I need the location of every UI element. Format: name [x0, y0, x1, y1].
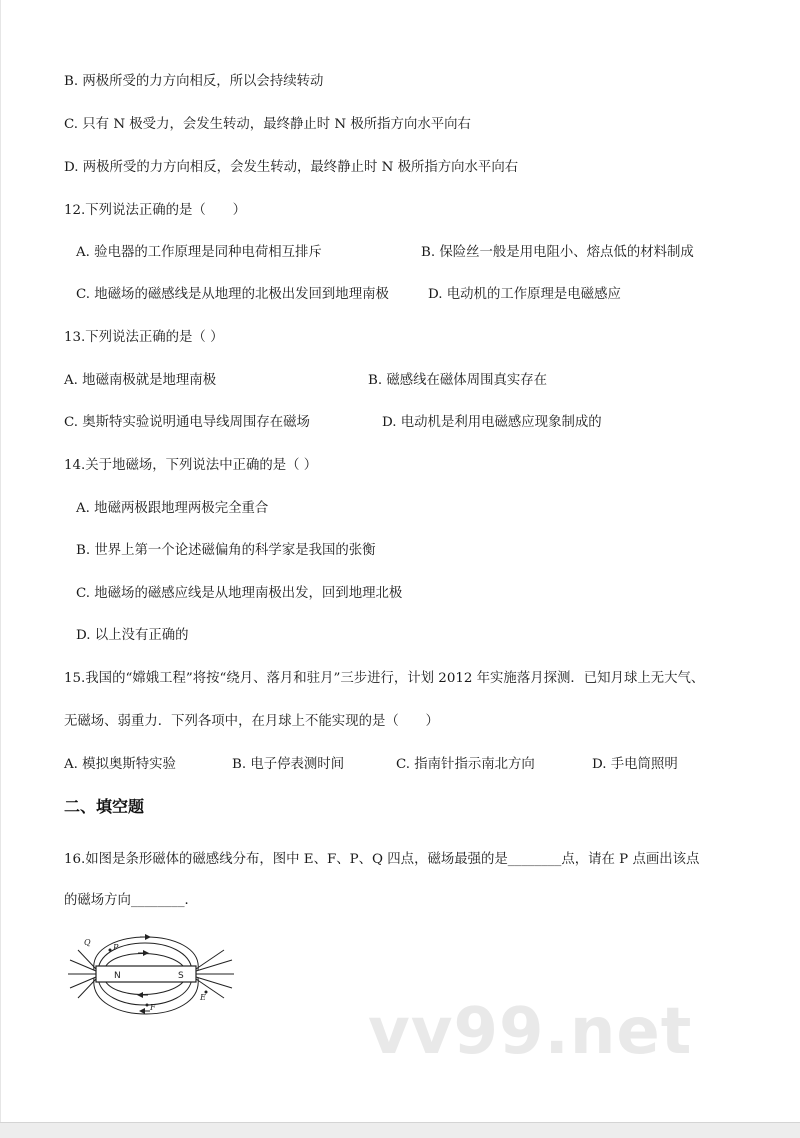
point-f-dot — [146, 1004, 149, 1007]
q14-stem: 14.关于地磁场，下列说法中正确的是（ ） — [64, 458, 318, 473]
q13-option-a: A. 地磁南极就是地理南极 — [64, 373, 217, 388]
section-heading-fill-blank: 二、填空题 — [64, 797, 145, 816]
q14-option-c: C. 地磁场的磁感应线是从地理南极出发，回到地理北极 — [76, 586, 403, 601]
q14-option-a: A. 地磁两极跟地理两极完全重合 — [76, 501, 269, 516]
q15-option-a: A. 模拟奥斯特实验 — [64, 757, 176, 772]
point-q-label: Q — [84, 938, 91, 947]
field-line-left-up2 — [78, 950, 96, 969]
q16-stem-line1: 16.如图是条形磁体的磁感线分布，图中 E、F、P、Q 四点，磁场最强的是________点，请在 P 点画出该点 — [64, 852, 700, 867]
pole-n-label: N — [114, 971, 121, 981]
q12-option-a: A. 验电器的工作原理是同种电荷相互排斥 — [76, 245, 322, 260]
q16-stem-line2: 的磁场方向________． — [64, 893, 198, 908]
q12-option-c: C. 地磁场的磁感线是从地理的北极出发回到地理南极 — [76, 287, 389, 302]
field-line-right-up2 — [196, 950, 224, 969]
point-e-label: E — [200, 993, 206, 1002]
q13-option-c: C. 奥斯特实验说明通电导线周围存在磁场 — [64, 415, 310, 430]
q12-stem: 12.下列说法正确的是（ ） — [64, 203, 246, 218]
q12-option-b: B. 保险丝一般是用电阻小、熔点低的材料制成 — [421, 245, 694, 260]
q15-option-c: C. 指南针指示南北方向 — [396, 757, 535, 772]
q13-stem: 13.下列说法正确的是（ ） — [64, 330, 224, 345]
q12-option-d: D. 电动机的工作原理是电磁感应 — [428, 287, 621, 302]
q13-option-d: D. 电动机是利用电磁感应现象制成的 — [382, 415, 602, 430]
q14-option-b: B. 世界上第一个论述磁偏角的科学家是我国的张衡 — [76, 543, 376, 558]
page-bottom-edge — [0, 1122, 800, 1138]
q14-option-d: D. 以上没有正确的 — [76, 628, 189, 643]
pole-s-label: S — [178, 971, 184, 981]
point-f-label: F — [150, 1003, 156, 1012]
q15-option-b: B. 电子停表测时间 — [232, 757, 345, 772]
q11-option-b: B. 两极所受的力方向相反，所以会持续转动 — [64, 74, 324, 89]
q11-option-d: D. 两极所受的力方向相反，会发生转动，最终静止时 N 极所指方向水平向右 — [64, 160, 519, 175]
q15-stem-line2: 无磁场、弱重力．下列各项中，在月球上不能实现的是（ ） — [64, 714, 439, 729]
q13-option-b: B. 磁感线在磁体周围真实存在 — [368, 373, 548, 388]
field-line-left-down2 — [78, 979, 96, 998]
q15-stem-line1: 15.我国的“嫦娥工程”将按“绕月、落月和驻月”三步进行，计划 2012 年实施落月探测．已知月球上无大气、 — [64, 671, 705, 686]
q15-option-d: D. 手电筒照明 — [592, 757, 678, 772]
point-p-dot — [109, 949, 112, 952]
magnet-field-diagram — [66, 930, 236, 1018]
magnet-field-figure — [66, 930, 236, 1018]
q11-option-c: C. 只有 N 极受力，会发生转动，最终静止时 N 极所指方向水平向右 — [64, 117, 471, 132]
watermark: vv99.net — [368, 995, 693, 1069]
point-p-label: P — [113, 943, 119, 952]
